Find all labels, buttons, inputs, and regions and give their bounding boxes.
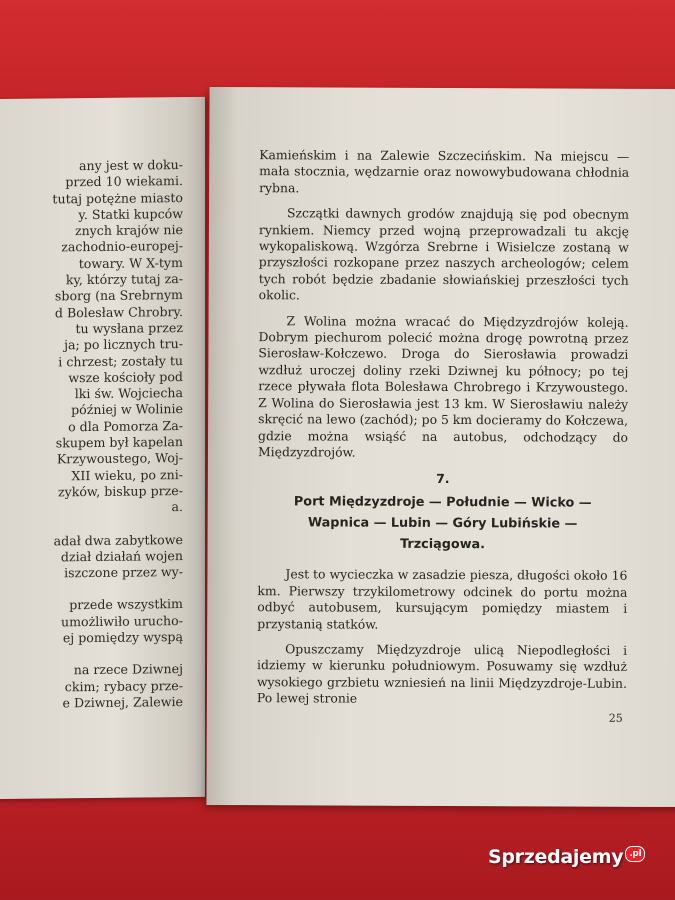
left-page-line: y. Statki kupców <box>78 205 183 223</box>
sprzedajemy-watermark: Sprzedajemy .pl <box>488 846 645 868</box>
left-page-line: zachodnio-europej- <box>61 238 183 255</box>
left-page-line: e Dziwnej, Zalewie <box>62 693 183 711</box>
left-page-line: adał dwa zabytkowe <box>53 531 183 548</box>
left-page-line: a. <box>171 499 183 515</box>
left-page-line: towary. W X-tym <box>78 254 183 271</box>
left-page-line: tu wysłana przez <box>75 320 183 337</box>
left-page <box>0 97 205 799</box>
left-page-line: Krzywoustego, Woj- <box>56 450 183 467</box>
left-page-line: any jest w doku- <box>78 157 183 174</box>
paragraph-2: Szczątki dawnych grodów znajdują się pod obecnym rynkiem. Niemcy przed wojną przeprowadzali tu akcję wykopaliskową. Wzgórza Srebrne i Wisielcze zostaną w przyszłości rozkopane przez naszych archeologów; celem tych robót będzie zbadanie słowiańskiej przeszłości tych okolic. <box>258 205 630 303</box>
left-page-line: ckim; rybacy prze- <box>64 677 183 694</box>
left-page-line: skupem był kapelan <box>55 434 183 451</box>
paragraph-5: Opuszczamy Międzyzdroje ulicą Niepodległości i idziemy w kierunku południowym. Posuwamy się wzdłuż wysokiego grzbietu wzniesień na linii Międzyzdroje-Lubin. Po lewej stronie <box>256 641 628 706</box>
left-page-line: umożliwiło urucho- <box>60 612 183 630</box>
paragraph-3: Z Wolina można wracać do Międzyzdrojów koleją. Dobrym piechurom polecić można drogę powrotną przez Sierosław-Kołczewo. Droga do Sierosławia prowadzi wzdłuż uroczej doliny rzeki Dziwnej ku północy; po tej rzece pływała flota Bolesława Chrobrego i Krzywoustego. Z Wolina do Sierosławia jest 13 km. W Sierosławiu należy skręcić na lewo (zachód); po 5 km docieramy do Kołczewa, gdzie można wsiąść na autobus, odchodzący do Międzyzdrojów. <box>257 312 629 460</box>
left-page-line: wsze kościoły pod <box>68 368 183 386</box>
left-page-line: przede wszystkim <box>69 596 183 613</box>
left-page-line: tutaj potężne miasto <box>52 189 183 207</box>
page-number: 25 <box>608 711 623 725</box>
left-page-line: ja; po licznych tru- <box>64 336 183 353</box>
left-page-line: ky, którzy tutaj za- <box>65 271 183 288</box>
left-page-line: później w Wolinie <box>71 401 183 418</box>
left-page-line: na rzece Dziwnej <box>73 661 183 678</box>
left-page-text <box>0 157 183 712</box>
left-page-line: ej pomiędzy wyspą <box>62 629 183 646</box>
left-page-line: przed 10 wiekami. <box>65 173 183 190</box>
left-page-line: iszczone przez wy- <box>64 564 183 581</box>
left-page-line: znych krajów nie <box>74 222 183 239</box>
left-page-line: sborg (na Srebrnym <box>54 287 183 304</box>
left-page-line: XII wieku, po zni- <box>71 466 183 483</box>
paragraph-1: Kamieńskim i na Zalewie Szczecińskim. Na miejscu — mała stocznia, wędzarnie oraz nowowybudowana chłodnia rybna. <box>259 147 630 196</box>
left-page-line: zyków, biskup prze- <box>57 482 183 500</box>
left-page-line: dział działań wojen <box>60 547 183 565</box>
section-number: 7. <box>436 471 450 487</box>
right-page-text <box>257 147 629 717</box>
section-title: Port Międzyzdroje — Południe — Wicko — Wapnica — Lubin — Góry Lubińskie — Trzciągowa. <box>293 494 592 553</box>
left-page-line: i chrzest; zostały tu <box>58 352 183 369</box>
paragraph-4: Jest to wycieczka w zasadzie piesza, długości około 16 km. Pierwszy trzykilometrowy odcinek do portu można odbyć autobusem, kursującym pomiędzy miastem i przystanią statków. <box>257 566 628 632</box>
left-page-line: o dla Pomorza Za- <box>68 417 183 435</box>
left-page-line: d Bolesław Chrobry. <box>54 303 183 321</box>
left-page-line: lki św. Wojciecha <box>74 385 183 402</box>
right-page <box>206 87 675 807</box>
